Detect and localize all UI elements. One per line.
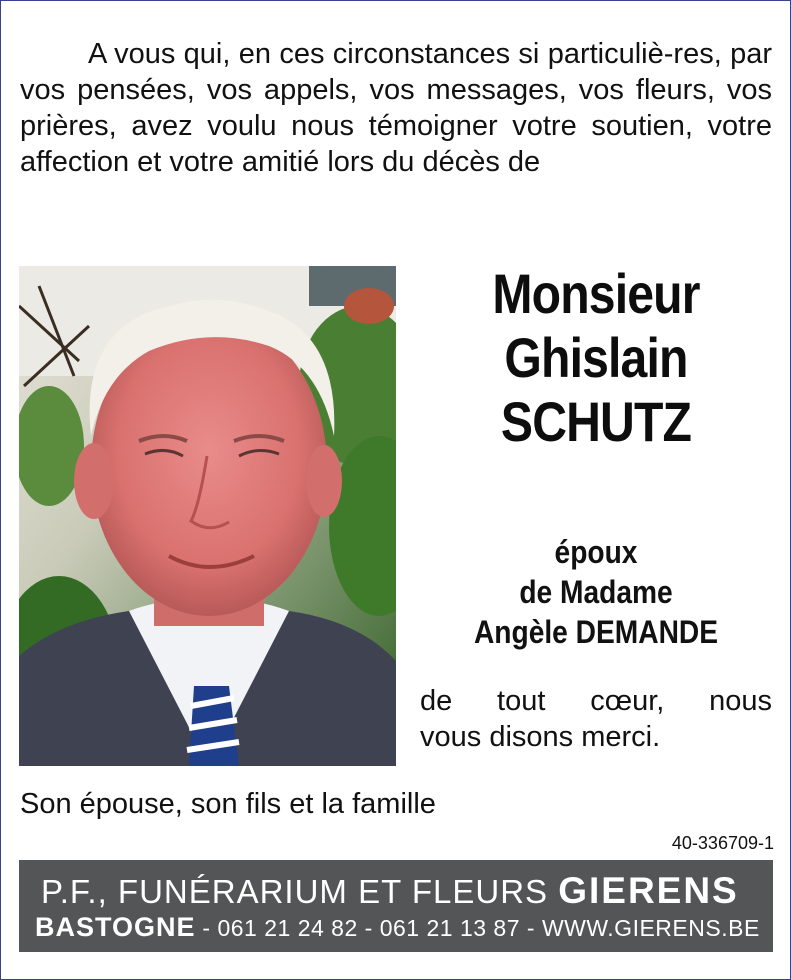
thanks-line-2: vous disons merci. [420,721,661,753]
deceased-first-name: Ghislain [504,326,688,389]
spouse-line-3: Angèle DEMANDE [473,614,719,650]
deceased-title: Monsieur [492,262,700,325]
funeral-home-phones-web: - 061 21 24 82 - 061 21 13 87 - WWW.GIERENS.BE [202,915,760,941]
thanks-paragraph [420,683,772,755]
spouse-line-1: époux [554,534,638,570]
funeral-home-city: BASTOGNE [35,912,196,942]
spouse-block [420,532,772,652]
reference-number: 40-336709-1 [671,833,774,853]
deceased-name [420,262,772,454]
intro-paragraph [20,36,772,180]
thanks-line-1: de tout cœur, nous [420,685,772,717]
deceased-last-name: SCHUTZ [500,390,692,453]
portrait-photo [19,266,396,766]
intro-text: A vous qui, en ces circonstances si particuliè-res, par vos pensées, vos appels, vos messages, vos fleurs, vos prières, avez voulu nous témoigner votre soutien, votre affection et votre amitié lors du décès de [20,38,772,178]
funeral-home-title [41,870,761,912]
funeral-home-banner [19,860,773,952]
spouse-line-2: de Madame [519,574,673,610]
funeral-home-prefix: P.F., FUNÉRARIUM ET FLEURS [41,873,549,910]
family-signature: Son épouse, son fils et la famille [20,788,436,820]
funeral-home-contacts [35,912,765,943]
funeral-home-brand: GIERENS [558,870,739,911]
